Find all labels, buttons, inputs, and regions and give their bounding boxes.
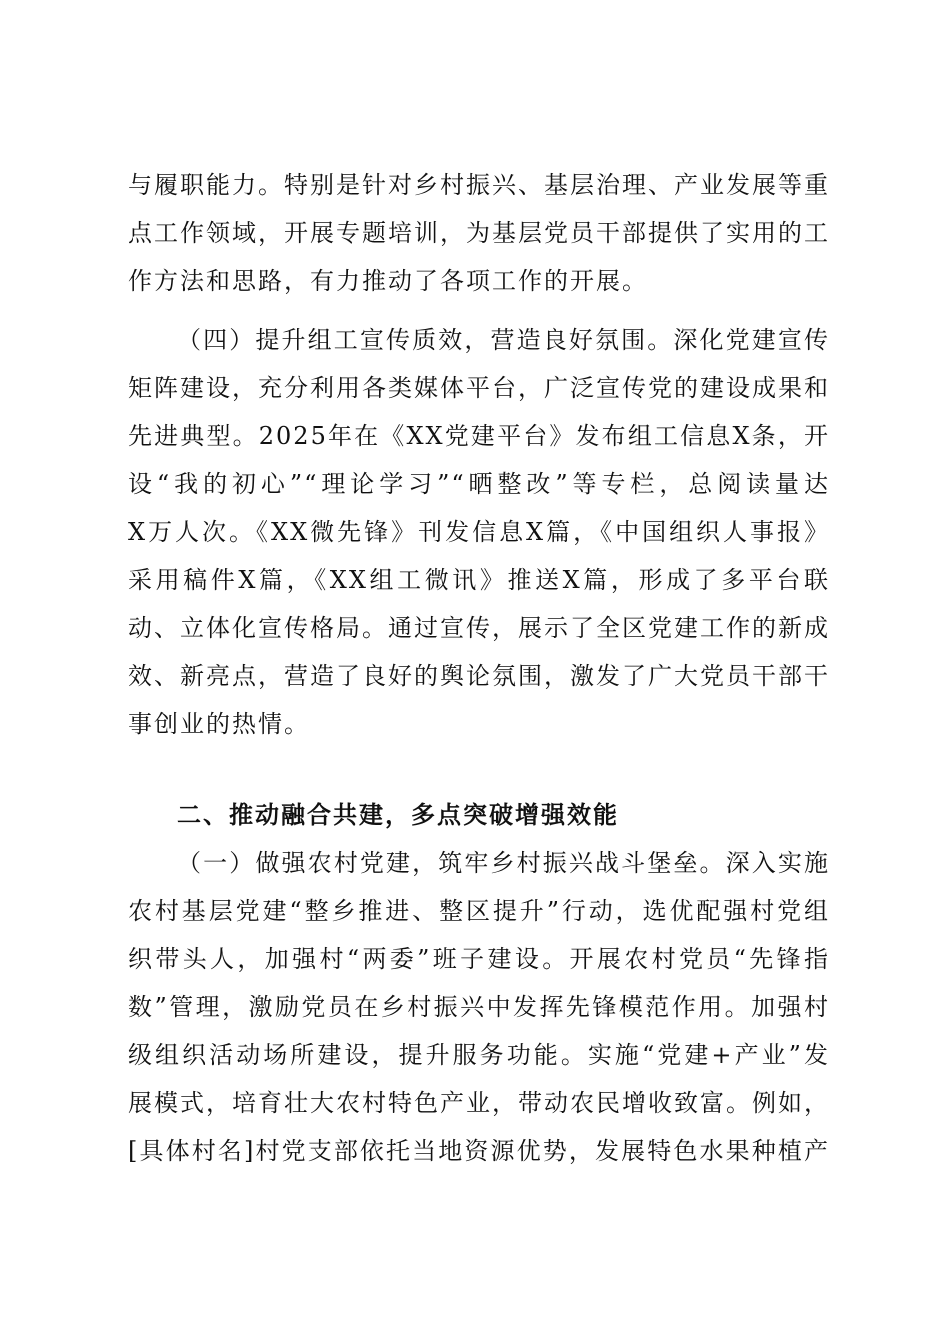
paragraph-line: 展模式，培育壮大农村特色产业，带动农民增收致富。例如， bbox=[128, 1089, 830, 1117]
paragraph-line: 作方法和思路，有力推动了各项工作的开展。 bbox=[128, 267, 648, 295]
paragraph-line: 效、新亮点，营造了良好的舆论氛围，激发了广大党员干部干 bbox=[128, 662, 830, 690]
paragraph-line: X万人次。《XX微先锋》刊发信息X篇，《中国组织人事报》 bbox=[128, 518, 830, 546]
subsection-heading-1: （一）做强农村党建，筑牢乡村振兴战斗堡垒。深入实施 bbox=[177, 849, 830, 877]
paragraph-line: 采用稿件X篇，《XX组工微讯》推送X篇，形成了多平台联 bbox=[128, 566, 830, 594]
section-heading-4: （四）提升组工宣传质效，营造良好氛围。深化党建宣传 bbox=[177, 326, 830, 354]
paragraph-line: 先进典型。2025年在《XX党建平台》发布组工信息X条，开 bbox=[128, 422, 830, 450]
section-heading-2: 二、推动融合共建，多点突破增强效能 bbox=[177, 801, 619, 829]
paragraph-line: 织带头人，加强村“两委”班子建设。开展农村党员“先锋指 bbox=[128, 945, 830, 973]
paragraph-line: 数”管理，激励党员在乡村振兴中发挥先锋模范作用。加强村 bbox=[128, 993, 830, 1021]
paragraph-line: 农村基层党建“整乡推进、整区提升”行动，选优配强村党组 bbox=[128, 897, 830, 925]
paragraph-line: 与履职能力。特别是针对乡村振兴、基层治理、产业发展等重 bbox=[128, 171, 830, 199]
paragraph-line: 事创业的热情。 bbox=[128, 710, 310, 738]
paragraph-line: 点工作领域，开展专题培训，为基层党员干部提供了实用的工 bbox=[128, 219, 830, 247]
paragraph-line: 级组织活动场所建设，提升服务功能。实施“党建+产业”发 bbox=[128, 1041, 830, 1069]
paragraph-line: 动、立体化宣传格局。通过宣传，展示了全区党建工作的新成 bbox=[128, 614, 830, 642]
paragraph-line: 矩阵建设，充分利用各类媒体平台，广泛宣传党的建设成果和 bbox=[128, 374, 830, 402]
paragraph-line: 设“我的初心”“理论学习”“晒整改”等专栏，总阅读量达 bbox=[128, 470, 830, 498]
paragraph-line: [具体村名]村党支部依托当地资源优势，发展特色水果种植产 bbox=[128, 1137, 830, 1165]
